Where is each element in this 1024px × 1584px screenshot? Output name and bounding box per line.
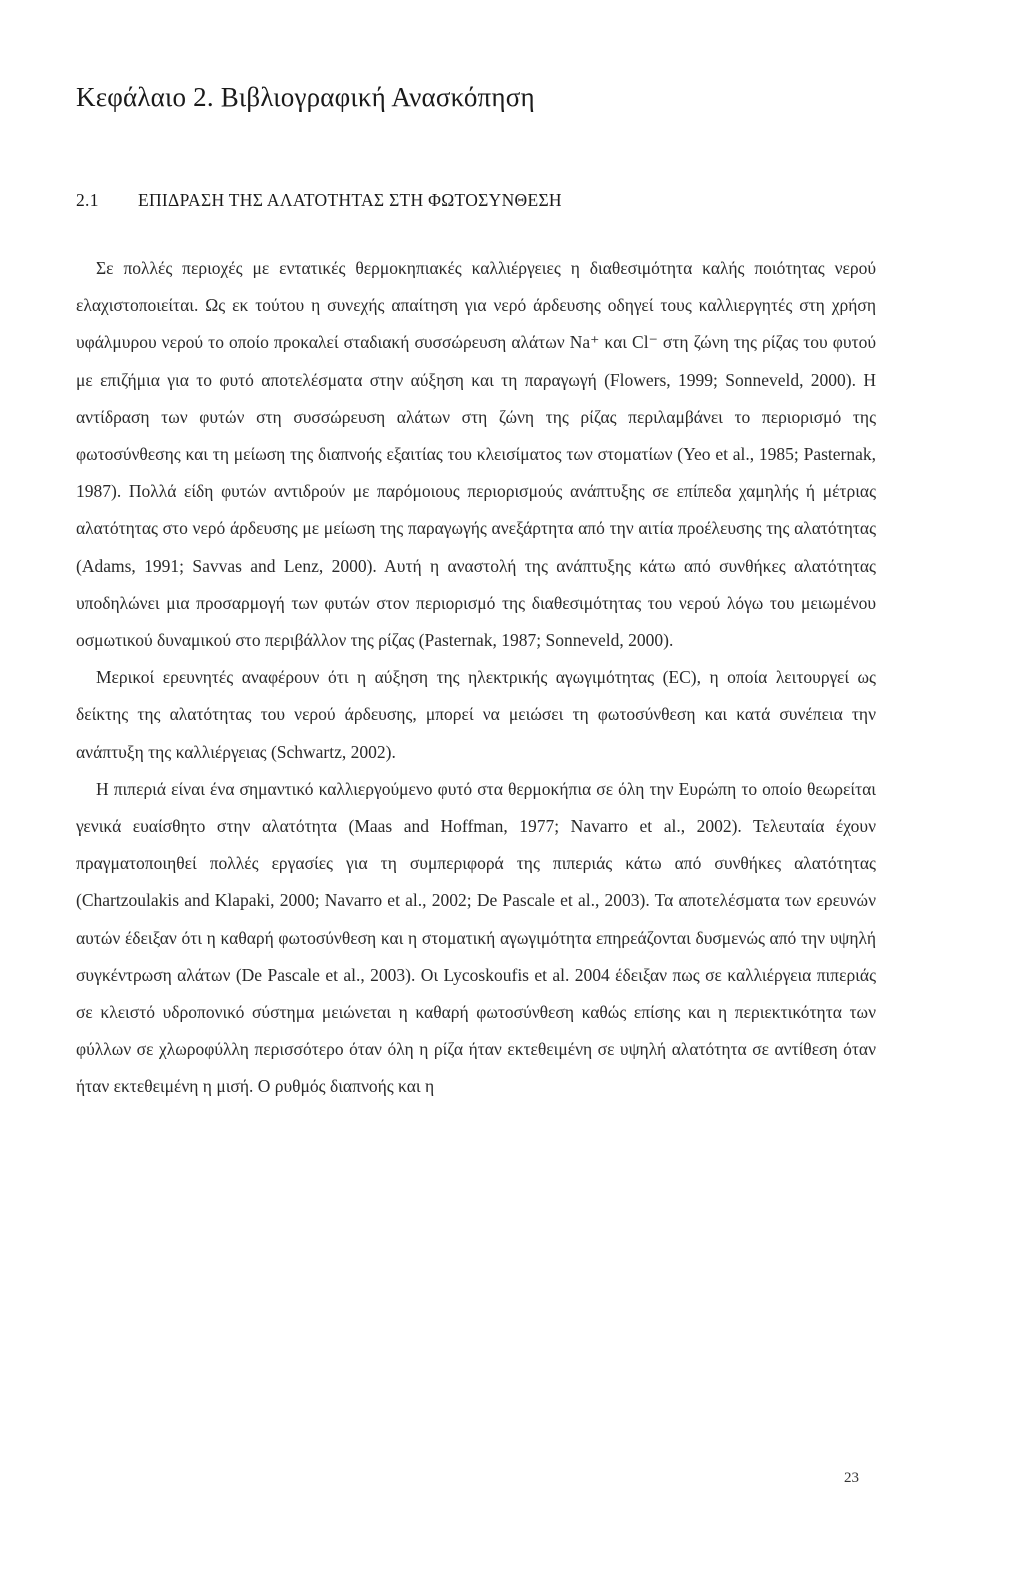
section-number: 2.1 xyxy=(76,190,99,210)
chapter-title: Κεφάλαιο 2. Βιβλιογραφική Ανασκόπηση xyxy=(76,82,535,112)
section-title: ΕΠΙΔΡΑΣΗ ΤΗΣ ΑΛΑΤΟΤΗΤΑΣ ΣΤΗ ΦΩΤΟΣΥΝΘΕΣΗ xyxy=(138,190,562,210)
page-number: 23 xyxy=(844,1470,859,1486)
paragraph: Η πιπεριά είναι ένα σημαντικό καλλιεργούμενο φυτό στα θερμοκήπια σε όλη την Ευρώπη το οποίο θεωρείται γενικά ευαίσθητο στην αλατότητα (Maas and Hoffman, 1977; Navarro et al., 2002). Τελευταία έχουν πραγματοποιηθεί πολλές εργασίες για τη συμπεριφορά της πιπεριάς κάτω από συνθήκες αλατότητας (Chartzoulakis and Klapaki, 2000; Navarro et al., 2002; De Pascale et al., 2003). Τα αποτελέσματα των ερευνών αυτών έδειξαν ότι η καθαρή φωτοσύνθεση και η στοματική αγωγιμότητα επηρεάζονται δυσμενώς από την υψηλή συγκέντρωση αλάτων (De Pascale et al., 2003). Οι Lycoskoufis et al. 2004 έδειξαν πως σε καλλιέργεια πιπεριάς σε κλειστό υδροπονικό σύστημα μειώνεται η καθαρή φωτοσύνθεση καθώς επίσης και η περιεκτικότητα των φύλλων σε χλωροφύλλη περισσότερο όταν όλη η ρίζα ήταν εκτεθειμένη σε υψηλή αλατότητα σε αντίθεση όταν ήταν εκτεθειμένη η μισή. Ο ρυθμός διαπνοής και η xyxy=(76,778,876,1097)
paragraph: Μερικοί ερευνητές αναφέρουν ότι η αύξηση της ηλεκτρικής αγωγιμότητας (EC), η οποία λειτουργεί ως δείκτης της αλατότητας του νερού άρδευσης, μπορεί να μειώσει τη φωτοσύνθεση και κατά συνέπεια την ανάπτυξη της καλλιέργειας (Schwartz, 2002). xyxy=(76,667,876,762)
body-text xyxy=(76,250,876,1106)
section-heading xyxy=(76,190,562,211)
paragraph: Σε πολλές περιοχές με εντατικές θερμοκηπιακές καλλιέργειες η διαθεσιμότητα καλής ποιότητας νερού ελαχιστοποιείται. Ως εκ τούτου η συνεχής απαίτηση για νερό άρδευσης οδηγεί τους καλλιεργητές στη χρήση υφάλμυρου νερού το οποίο προκαλεί σταδιακή συσσώρευση αλάτων Na⁺ και Cl⁻ στη ζώνη της ρίζας του φυτού με επιζήμια για το φυτό αποτελέσματα στην αύξηση και τη παραγωγή (Flowers, 1999; Sonneveld, 2000). Η αντίδραση των φυτών στη συσσώρευση αλάτων στη ζώνη της ρίζας περιλαμβάνει το περιορισμό της φωτοσύνθεσης και τη μείωση της διαπνοής εξαιτίας του κλεισίματος των στοματίων (Yeo et al., 1985; Pasternak, 1987). Πολλά είδη φυτών αντιδρούν με παρόμοιους περιορισμούς ανάπτυξης σε επίπεδα χαμηλής ή μέτριας αλατότητας στο νερό άρδευσης με μείωση της παραγωγής ανεξάρτητα από την αιτία προέλευσης της αλατότητας (Adams, 1991; Savvas and Lenz, 2000). Αυτή η αναστολή της ανάπτυξης κάτω από συνθήκες αλατότητας υποδηλώνει μια προσαρμογή των φυτών στον περιορισμό της διαθεσιμότητας του νερού λόγω του μειωμένου οσμωτικού δυναμικού στο περιβάλλον της ρίζας (Pasternak, 1987; Sonneveld, 2000). xyxy=(76,258,876,651)
